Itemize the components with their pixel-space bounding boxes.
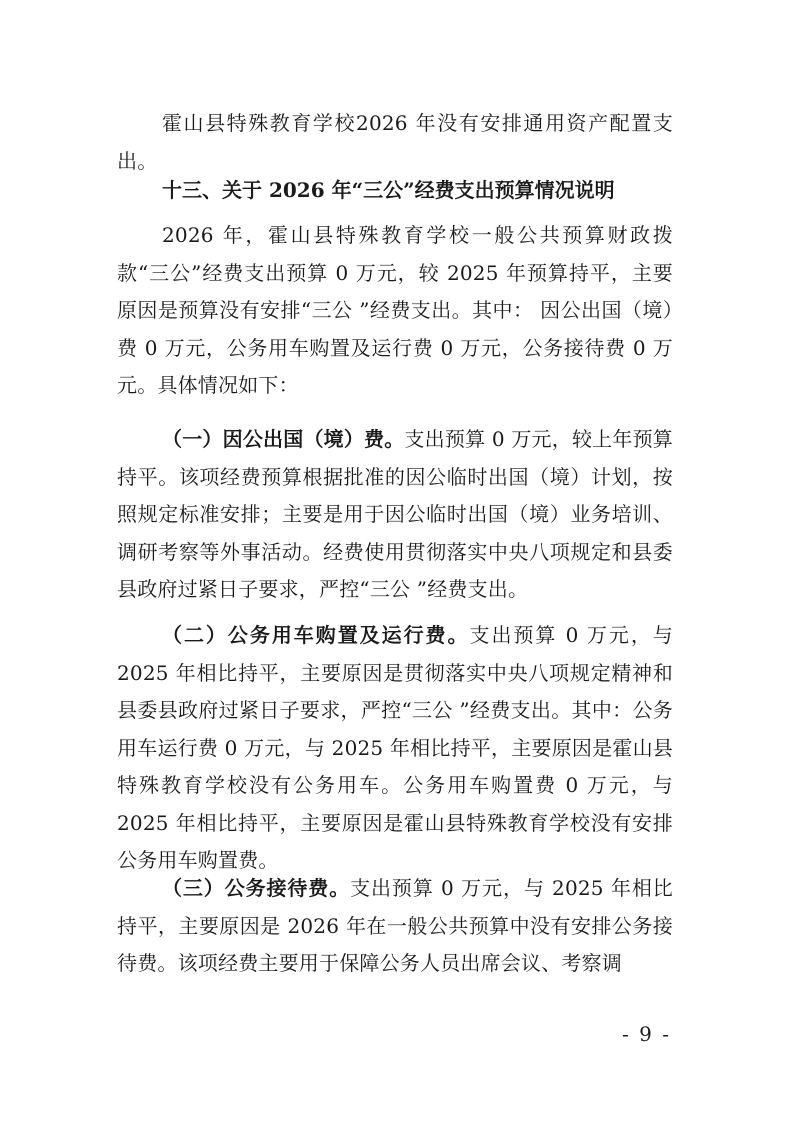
section-heading: 十三、关于 2026 年“三公”经费支出预算情况说明: [162, 178, 615, 202]
paragraph-text: 2026 年，霍山县特殊教育学校一般公共预算财政拨款“三公”经费支出预算 0 万元，较 2025 年预算持平，主要原因是预算没有安排“三公 ”经费支出。其中： 因公出国（境）费 0 万元，公务用车购置及运行费 0 万元，公务接待费 0 万元。具体情况如下：: [117, 223, 673, 397]
page-number: - 9 -: [622, 1022, 671, 1046]
paragraph-overseas-travel: [117, 421, 673, 609]
paragraph-official-vehicles: [117, 617, 673, 880]
paragraph-text: 霍山县特殊教育学校2026 年没有安排通用资产配置支出。: [117, 111, 673, 173]
paragraph-lead: （二）公务用车购置及运行费。: [162, 623, 470, 647]
paragraph-lead: （一）因公出国（境）费。: [162, 427, 405, 451]
paragraph-text: 支出预算 0 万元，较上年预算持平。该项经费预算根据批准的因公临时出国（境）计划，按照规定标准安排；主要是用于因公临时出国（境）业务培训、调研考察等外事活动。经费使用贯彻落实中央八项规定和县委县政府过紧日子要求，严控“三公 ”经费支出。: [117, 427, 673, 601]
paragraph-three-public-overview: [117, 217, 673, 405]
paragraph-text: 支出预算 0 万元，与 2025 年相比持平，主要原因是贯彻落实中央八项规定精神和县委县政府过紧日子要求，严控“三公 ”经费支出。其中：公务用车运行费 0 万元，与 2025 年相比持平，主要原因是霍山县特殊教育学校没有公务用车。公务用车购置费 0 万元，与 2025 年相比持平，主要原因是霍山县特殊教育学校没有安排公务用车购置费。: [117, 623, 673, 872]
paragraph-asset-allocation: [117, 105, 673, 180]
paragraph-official-reception: [117, 870, 673, 983]
paragraph-lead: （三）公务接待费。: [162, 876, 351, 900]
paragraph-text: 支出预算 0 万元，与 2025 年相比持平，主要原因是 2026 年在一般公共预算中没有安排公务接待费。该项经费主要用于保障公务人员出席会议、考察调: [117, 876, 673, 975]
